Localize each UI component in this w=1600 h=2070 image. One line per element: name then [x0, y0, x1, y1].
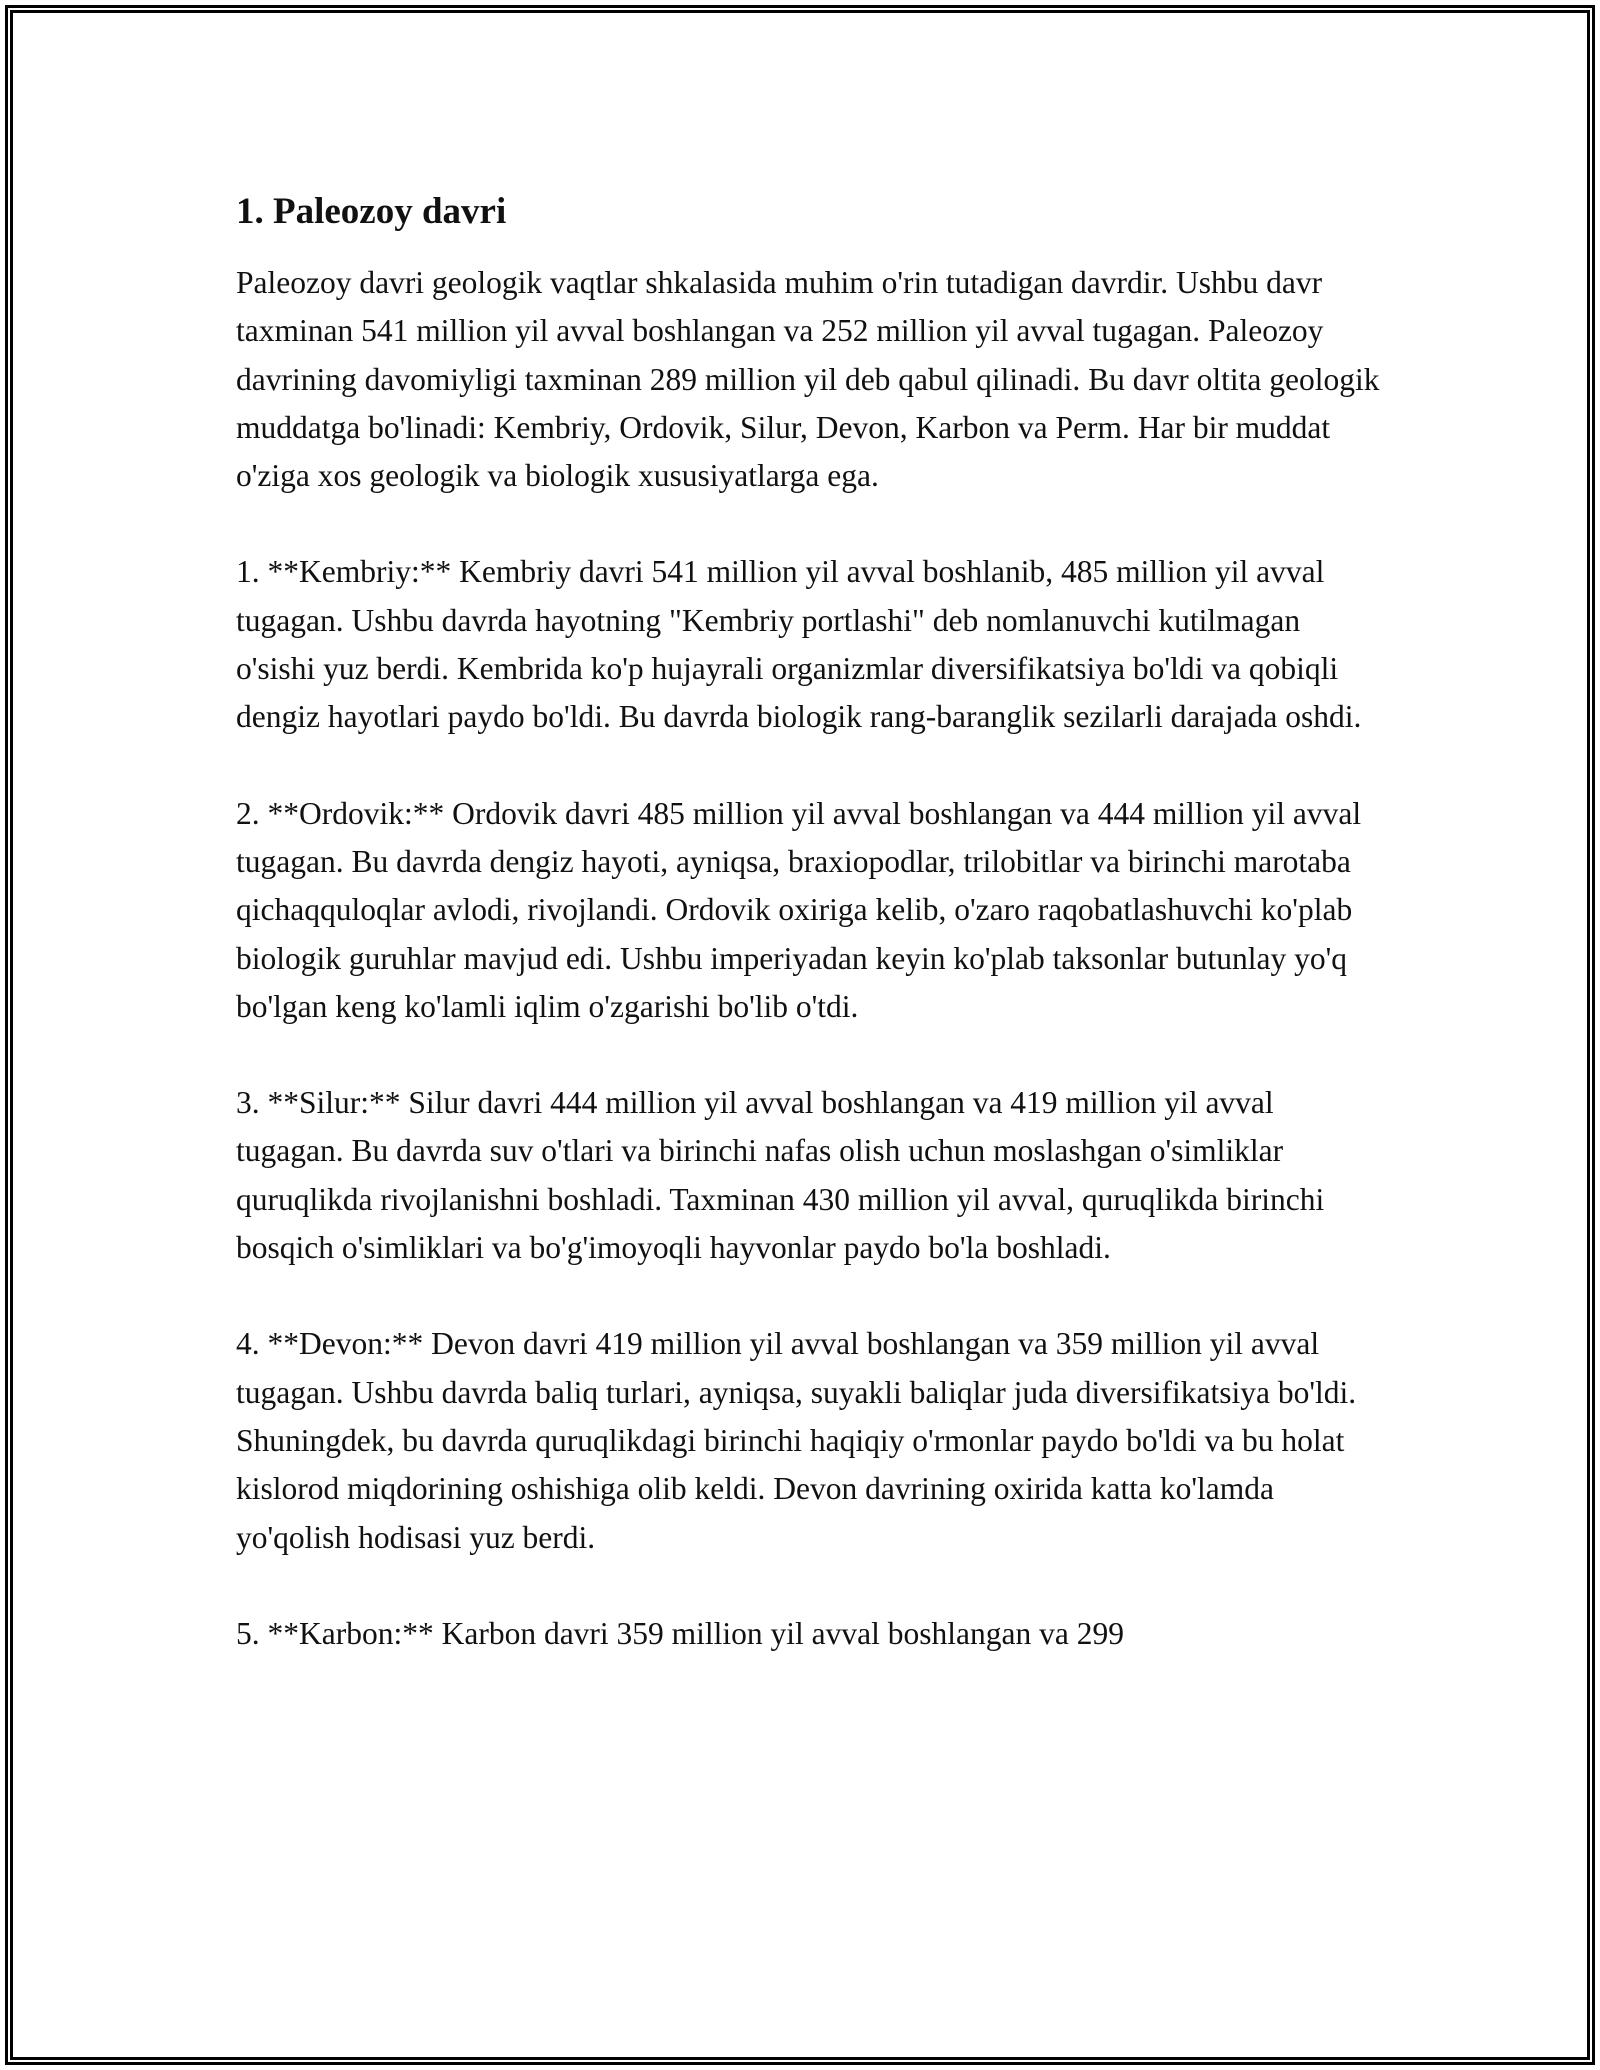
paragraph-devon: 4. **Devon:** Devon davri 419 million yil avval boshlangan va 359 million yil avval tugagan. Ushbu davrda baliq turlari, ayniqsa, suyakli baliqlar juda diversifikatsiya bo'ldi. Shuningdek, bu davrda quruqlikdagi birinchi haqiqiy o'rmonlar paydo bo'ldi va bu holat kislorod miqdorining oshishiga olib keldi. Devon davrining oxirida katta ko'lamda yo'qolish hodisasi yuz berdi.	[236, 1326, 1357, 1555]
document-title: 1. Paleozoy davri	[236, 191, 507, 232]
paragraph-silur: 3. **Silur:** Silur davri 444 million yil avval boshlangan va 419 million yil avval tugagan. Bu davrda suv o'tlari va birinchi nafas olish uchun moslashgan o'simliklar quruqlikda rivojlanishni boshladi. Taxminan 430 million yil avval, quruqlikda birinchi bosqich o'simliklari va bo'g'imoyoqli hayvonlar paydo bo'la boshladi.	[236, 1085, 1325, 1266]
paragraph-ordovik: 2. **Ordovik:** Ordovik davri 485 million yil avval boshlangan va 444 million yil avval tugagan. Bu davrda dengiz hayoti, ayniqsa, braxiopodlar, trilobitlar va birinchi marotaba qichaqquloqlar avlodi, rivojlandi. Ordovik oxiriga kelib, o'zaro raqobatlashuvchi ko'plab biologik guruhlar mavjud edi. Ushbu imperiyadan keyin ko'plab taksonlar butunlay yo'q bo'lgan keng ko'lamli iqlim o'zgarishi bo'lib o'tdi.	[236, 795, 1362, 1024]
paragraph-karbon: 5. **Karbon:** Karbon davri 359 million yil avval boshlangan va 299	[236, 1615, 1124, 1651]
paragraph-kembriy: 1. **Kembriy:** Kembriy davri 541 million yil avval boshlanib, 485 million yil avval tugagan. Ushbu davrda hayotning "Kembriy portlashi" deb nomlanuvchi kutilmagan o'sishi yuz berdi. Kembrida ko'p hujayrali organizmlar diversifikatsiya bo'ldi va qobiqli dengiz hayotlari paydo bo'ldi. Bu davrda biologik rang-baranglik sezilarli darajada oshdi.	[236, 554, 1362, 735]
paragraph-intro: Paleozoy davri geologik vaqtlar shkalasida muhim o'rin tutadigan davrdir. Ushbu davr taxminan 541 million yil avval boshlangan va 252 million yil avval tugagan. Paleozoy davrining davomiyligi taxminan 289 million yil deb qabul qilinadi. Bu davr oltita geologik muddatga bo'linadi: Kembriy, Ordovik, Silur, Devon, Karbon va Perm. Har bir muddat o'ziga xos geologik va biologik xususiyatlarga ega.	[236, 265, 1380, 494]
document-body	[236, 188, 1386, 1658]
